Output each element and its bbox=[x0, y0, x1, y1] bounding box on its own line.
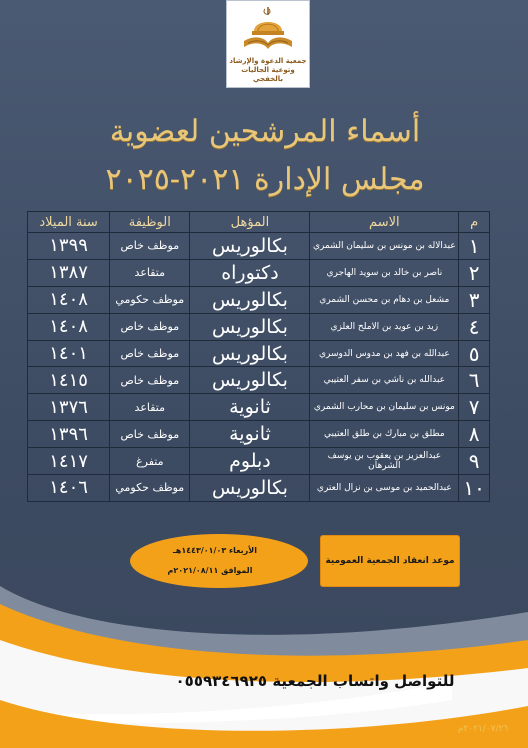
row-name: عبدالعزيز بن يعقوب بن يوسف الشرهان bbox=[310, 448, 459, 475]
row-birth-year: ١٣٧٦ bbox=[28, 394, 110, 421]
row-num: ٦ bbox=[459, 367, 490, 394]
row-job: موظف خاص bbox=[110, 367, 190, 394]
logo-caption-line2: وتوعية الجاليات بالخفجي bbox=[241, 66, 295, 83]
mosque-book-logo-icon bbox=[238, 5, 298, 57]
row-num: ١ bbox=[459, 233, 490, 260]
row-num: ٩ bbox=[459, 448, 490, 475]
row-qualification: بكالوريس bbox=[190, 367, 310, 394]
row-num: ٤ bbox=[459, 313, 490, 340]
row-birth-year: ١٣٩٦ bbox=[28, 421, 110, 448]
table-header-row bbox=[28, 212, 490, 233]
row-num: ٢ bbox=[459, 259, 490, 286]
row-birth-year: ١٤٠٦ bbox=[28, 475, 110, 502]
row-qualification: ثانوية bbox=[190, 394, 310, 421]
row-qualification: بكالوريس bbox=[190, 340, 310, 367]
row-name: زيد بن عويد بن الاملح العلزي bbox=[310, 313, 459, 340]
row-job: موظف حكومي bbox=[110, 286, 190, 313]
row-job: متقاعد bbox=[110, 259, 190, 286]
header-name: الاسم bbox=[310, 212, 459, 233]
meeting-date-badge bbox=[130, 534, 308, 588]
row-birth-year: ١٤٠١ bbox=[28, 340, 110, 367]
candidates-table bbox=[27, 211, 490, 502]
row-num: ٣ bbox=[459, 286, 490, 313]
page-title-line2: مجلس الإدارة ٢٠٢١-٢٠٢٥ bbox=[105, 162, 425, 197]
meeting-label: موعد انعقاد الجمعية العمومية bbox=[325, 556, 455, 566]
row-qualification: بكالوريس bbox=[190, 313, 310, 340]
row-name: مونس بن سليمان بن محارب الشمري bbox=[310, 394, 459, 421]
meeting-date-gregorian: الموافق ٢٠٢١/٠٨/١١م bbox=[167, 566, 253, 575]
page-title-line1: أسماء المرشحين لعضوية bbox=[109, 114, 421, 149]
row-name: عبدالاله بن مونس بن سليمان الشمري bbox=[310, 233, 459, 260]
row-name: مطلق بن مبارك بن طلق العتيبي bbox=[310, 421, 459, 448]
header-num: م bbox=[459, 212, 490, 233]
row-num: ١٠ bbox=[459, 475, 490, 502]
row-birth-year: ١٤٠٨ bbox=[28, 286, 110, 313]
row-job: موظف خاص bbox=[110, 313, 190, 340]
header-job: الوظيفة bbox=[110, 212, 190, 233]
contact-whatsapp: للتواصل واتساب الجمعية ٠٥٥٩٣٤٦٩٢٥ bbox=[175, 672, 455, 690]
table-row bbox=[28, 394, 490, 421]
meeting-date-hijri: الأربعاء ١٤٤٣/٠١/٠٣هـ bbox=[173, 546, 257, 555]
row-name: عبدالحميد بن موسى بن نزال العتري bbox=[310, 475, 459, 502]
row-num: ٨ bbox=[459, 421, 490, 448]
table-row bbox=[28, 367, 490, 394]
row-qualification: بكالوريس bbox=[190, 286, 310, 313]
row-name: مشعل بن دهام بن محسن الشمري bbox=[310, 286, 459, 313]
table-row bbox=[28, 340, 490, 367]
table-row bbox=[28, 259, 490, 286]
row-birth-year: ١٤١٥ bbox=[28, 367, 110, 394]
meeting-label-box bbox=[320, 535, 460, 587]
row-qualification: بكالوريس bbox=[190, 233, 310, 260]
table-row bbox=[28, 233, 490, 260]
row-birth-year: ١٤١٧ bbox=[28, 448, 110, 475]
table-row bbox=[28, 421, 490, 448]
row-num: ٧ bbox=[459, 394, 490, 421]
row-qualification: بكالوريس bbox=[190, 475, 310, 502]
association-logo bbox=[226, 0, 310, 88]
table-row bbox=[28, 286, 490, 313]
row-job: متقاعد bbox=[110, 394, 190, 421]
row-job: متفرغ bbox=[110, 448, 190, 475]
row-name: عبدالله بن فهد بن مدوس الدوسري bbox=[310, 340, 459, 367]
logo-caption bbox=[227, 57, 309, 84]
table-row bbox=[28, 475, 490, 502]
row-birth-year: ١٤٠٨ bbox=[28, 313, 110, 340]
row-job: موظف خاص bbox=[110, 421, 190, 448]
header-birth-year: سنة الميلاد bbox=[28, 212, 110, 233]
row-birth-year: ١٣٩٩ bbox=[28, 233, 110, 260]
row-qualification: دكتوراه bbox=[190, 259, 310, 286]
row-qualification: ثانوية bbox=[190, 421, 310, 448]
footer-date: ٢٠٢١/٠٧/٢٦م bbox=[457, 724, 509, 734]
table-row bbox=[28, 448, 490, 475]
logo-caption-line1: جمعية الدعوة والإرشاد bbox=[229, 57, 307, 65]
row-job: موظف خاص bbox=[110, 233, 190, 260]
row-job: موظف حكومي bbox=[110, 475, 190, 502]
row-job: موظف خاص bbox=[110, 340, 190, 367]
table-row bbox=[28, 313, 490, 340]
row-qualification: دبلوم bbox=[190, 448, 310, 475]
row-name: ناصر بن خالد بن سويد الهاجري bbox=[310, 259, 459, 286]
row-birth-year: ١٣٨٧ bbox=[28, 259, 110, 286]
row-name: عبدالله بن ناشي بن سفر العتيبي bbox=[310, 367, 459, 394]
header-qualification: المؤهل bbox=[190, 212, 310, 233]
row-num: ٥ bbox=[459, 340, 490, 367]
